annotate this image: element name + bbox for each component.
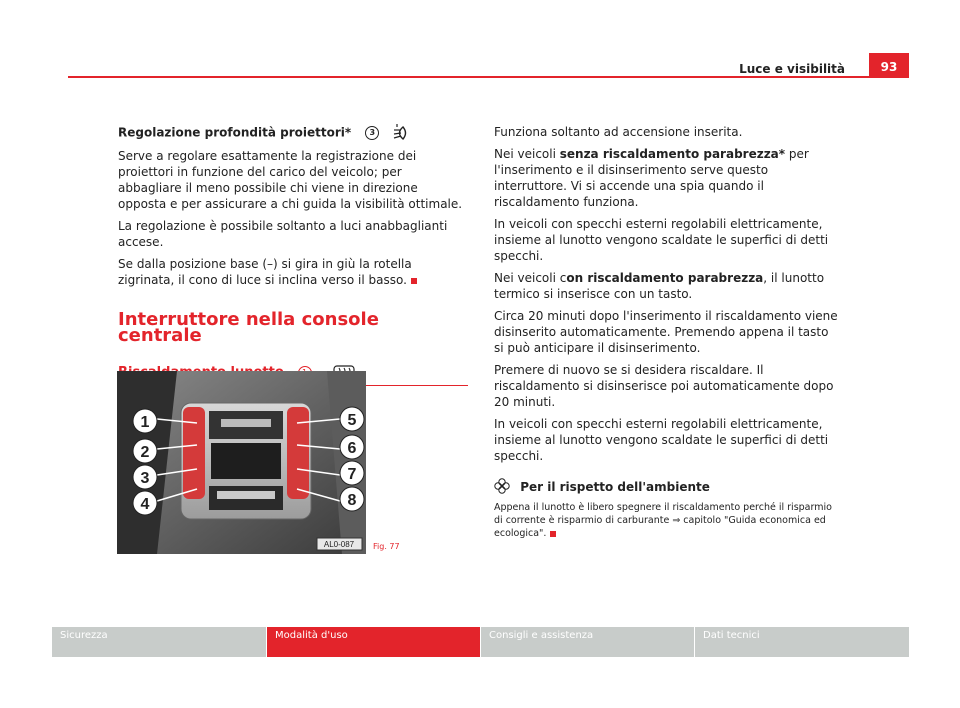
header-title: Luce e visibilità <box>739 62 845 76</box>
section-title: Interruttore nella console centrale <box>118 309 379 346</box>
paragraph <box>494 146 839 210</box>
page-number: 93 <box>869 53 909 78</box>
headlight-range-icon <box>392 124 412 142</box>
footer-tab-operation[interactable]: Modalità d'uso <box>267 627 480 657</box>
footer-tab-safety[interactable]: Sicurezza <box>52 627 266 657</box>
footer-tab-advice[interactable]: Consigli e assistenza <box>481 627 694 657</box>
footer-tab-technical[interactable]: Dati tecnici <box>695 627 909 657</box>
end-marker <box>550 531 556 537</box>
environment-heading <box>494 478 839 495</box>
paragraph: Serve a regolare esattamente la registrazione dei proiettori in funzione del carico del veicolo; per abbagliare il meno possibile chi viene in direzione opposta e per assicurare a chi guida la visibilità ottimale. <box>118 149 463 211</box>
figure-code: AL0-087 <box>323 540 355 549</box>
figure-caption: Fig. 77 <box>373 542 400 551</box>
emphasis: senza riscaldamento parabrezza* <box>559 147 786 161</box>
paragraph-text: Nei veicoli <box>494 147 560 161</box>
callout-5: 5 <box>347 412 357 429</box>
emphasis: on riscaldamento parabrezza <box>566 271 764 285</box>
paragraph-text: , il lunotto termico si inserisce con un tasto. <box>494 271 825 301</box>
callout-7: 7 <box>347 466 357 483</box>
paragraph-text: Appena il lunotto è libero spegnere il riscaldamento perché il risparmio di corrente è risparmio di carburante ⇒ capitolo "Guida economica ed ecologica". <box>494 502 832 539</box>
callout-1: 1 <box>140 414 150 431</box>
console-photo <box>117 371 366 554</box>
callout-8: 8 <box>347 492 357 509</box>
paragraph: Premere di nuovo se si desidera riscaldare. Il riscaldamento si disinserisce poi automaticamente dopo 20 minuti. <box>494 363 834 409</box>
right-column <box>494 124 839 546</box>
callout-6: 6 <box>347 440 357 457</box>
end-marker <box>411 278 417 284</box>
ref-marker: 3 <box>365 126 379 140</box>
paragraph: Funziona soltanto ad accensione inserita. <box>494 125 743 139</box>
flower-icon <box>494 478 510 494</box>
callout-4: 4 <box>140 496 150 513</box>
paragraph <box>118 256 468 288</box>
console-illustration <box>117 371 366 554</box>
heading-headlight-range-text: Regolazione profondità proiettori* <box>118 125 352 140</box>
paragraph-text: Nei veicoli c <box>494 271 567 285</box>
environment-title: Per il rispetto dell'ambiente <box>520 480 710 494</box>
heading-headlight-range <box>118 124 468 142</box>
paragraph: In veicoli con specchi esterni regolabili elettricamente, insieme al lunotto vengono scaldate le superfici di detti specchi. <box>494 417 829 463</box>
callout-3: 3 <box>140 470 150 487</box>
paragraph <box>494 270 839 302</box>
left-column <box>118 124 468 386</box>
paragraph-text: per l'inserimento e il disinserimento serve questo interruttore. Vi si accende una spia quando il riscaldamento funziona. <box>494 147 809 209</box>
environment-text <box>494 501 839 540</box>
paragraph: In veicoli con specchi esterni regolabili elettricamente, insieme al lunotto vengono scaldate le superfici di detti specchi. <box>494 217 829 263</box>
header-rule <box>68 76 871 78</box>
paragraph: Circa 20 minuti dopo l'inserimento il riscaldamento viene disinserito automaticamente. Premendo appena il tasto si può anticipare il disinserimento. <box>494 309 838 355</box>
callout-2: 2 <box>140 444 150 461</box>
paragraph: La regolazione è possibile soltanto a luci anabbaglianti accese. <box>118 219 448 249</box>
paragraph-text: Se dalla posizione base (–) si gira in giù la rotella zigrinata, il cono di luce si inclina verso il basso. <box>118 257 412 287</box>
